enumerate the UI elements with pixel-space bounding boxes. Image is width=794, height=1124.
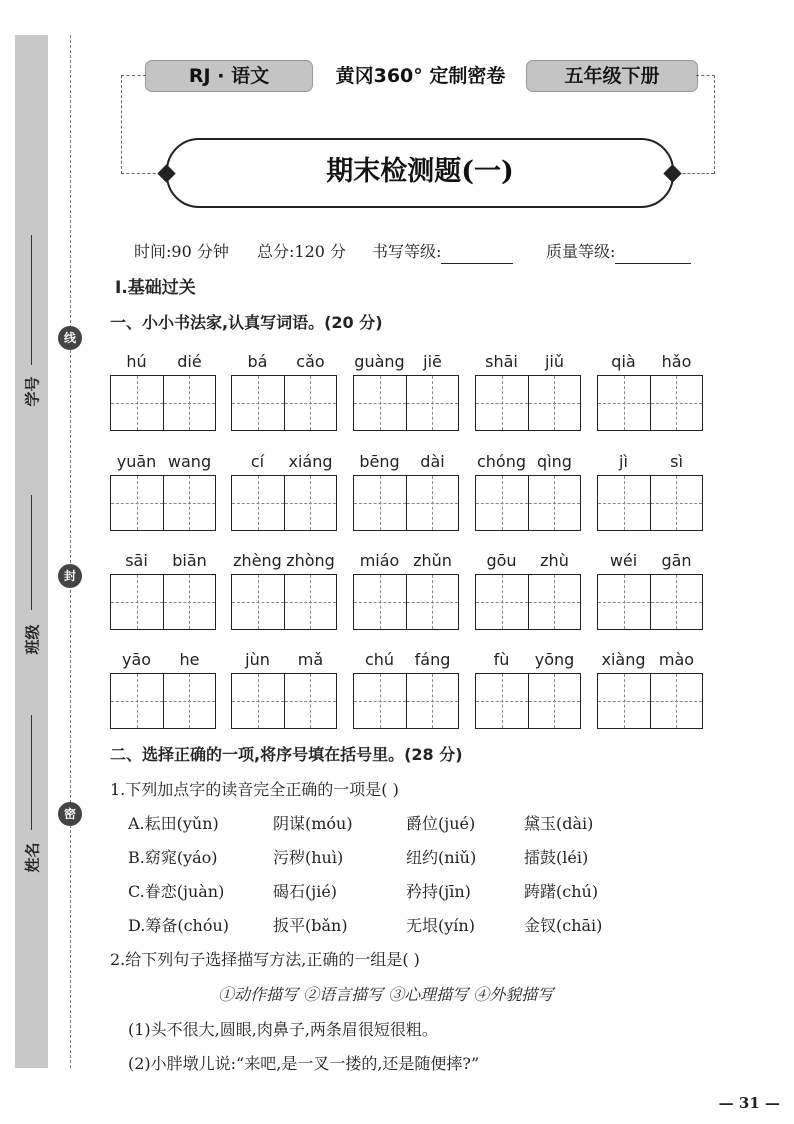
tian-ge-cell[interactable] <box>528 575 581 629</box>
score-info: 总分:120 分 <box>257 242 347 261</box>
tian-ge-cell[interactable] <box>650 376 703 430</box>
pinyin-syllable: fù <box>493 650 510 669</box>
tian-ge-cell[interactable] <box>406 575 459 629</box>
tian-ge-cell[interactable] <box>476 476 528 530</box>
pinyin-pair <box>597 650 703 670</box>
pinyin-syllable: xiáng <box>288 452 333 471</box>
q2-sentence-2: (2)小胖墩儿说:“来吧,是一叉一搂的,还是随便摔?” <box>128 1054 480 1073</box>
tian-ge-cell[interactable] <box>163 376 216 430</box>
pinyin-syllable: sì <box>670 452 683 471</box>
left-connector-foot <box>121 173 161 174</box>
tian-ge-cell[interactable] <box>476 376 528 430</box>
pinyin-syllable: zhǔn <box>413 551 452 570</box>
left-connector <box>121 75 146 174</box>
tian-ge-cell[interactable] <box>598 376 650 430</box>
class-line <box>31 495 32 610</box>
writing-box[interactable] <box>231 574 337 630</box>
writing-box[interactable] <box>597 673 703 729</box>
tian-ge-cell[interactable] <box>406 476 459 530</box>
writing-grade-label: 书写等级: <box>372 242 442 261</box>
tian-ge-cell[interactable] <box>476 575 528 629</box>
pinyin-syllable: yuān <box>116 452 157 471</box>
tian-ge-cell[interactable] <box>354 376 406 430</box>
name-line <box>31 715 32 830</box>
pinyin-syllable: bá <box>247 352 268 371</box>
q1-option: 踌躇(chú) <box>524 882 599 901</box>
writing-box[interactable] <box>475 475 581 531</box>
page-title: 期末检测题(一) <box>326 156 514 187</box>
writing-box[interactable] <box>110 673 216 729</box>
writing-box[interactable] <box>231 375 337 431</box>
pinyin-syllable: cǎo <box>296 352 325 371</box>
pinyin-syllable: jiē <box>423 352 442 371</box>
writing-box[interactable] <box>353 475 459 531</box>
pinyin-syllable: hǎo <box>661 352 692 371</box>
pinyin-syllable: jì <box>619 452 628 471</box>
q1-option: 污秽(huì) <box>273 848 344 867</box>
pinyin-syllable: chóng <box>476 452 527 471</box>
writing-box[interactable] <box>231 673 337 729</box>
writing-box[interactable] <box>475 574 581 630</box>
tian-ge-cell[interactable] <box>528 476 581 530</box>
subject-tag: RJ · 语文 <box>145 60 313 92</box>
pinyin-syllable: wang <box>167 452 212 471</box>
tian-ge-cell[interactable] <box>598 674 650 728</box>
pinyin-pair <box>353 352 459 372</box>
writing-box[interactable] <box>475 673 581 729</box>
writing-box[interactable] <box>353 574 459 630</box>
pinyin-syllable: fáng <box>414 650 451 669</box>
pinyin-syllable: zhèng <box>233 551 282 570</box>
writing-box[interactable] <box>475 375 581 431</box>
section1-heading: 一、小小书法家,认真写词语。(20 分) <box>110 313 383 332</box>
pinyin-pair <box>353 650 459 670</box>
q1-stem: 1.下列加点字的读音完全正确的一项是( ) <box>110 780 399 799</box>
quality-grade-label: 质量等级: <box>546 242 616 261</box>
writing-grade <box>372 240 513 264</box>
pinyin-pair <box>231 551 337 571</box>
right-connector-foot <box>678 173 714 174</box>
q1-option: 矜持(jīn) <box>406 882 471 901</box>
class-label: 班级 <box>23 624 42 655</box>
tian-ge-cell[interactable] <box>284 476 337 530</box>
tian-ge-cell[interactable] <box>528 674 581 728</box>
tian-ge-cell[interactable] <box>284 674 337 728</box>
q1-option: B.窈窕(yáo) <box>128 848 218 867</box>
tian-ge-cell[interactable] <box>111 575 163 629</box>
tian-ge-cell[interactable] <box>284 575 337 629</box>
pinyin-syllable: he <box>179 650 200 669</box>
writing-box[interactable] <box>597 375 703 431</box>
pinyin-syllable: guàng <box>354 352 405 371</box>
tian-ge-cell[interactable] <box>163 476 216 530</box>
pinyin-syllable: gān <box>661 551 692 570</box>
q1-option: 爵位(jué) <box>406 814 476 833</box>
tian-ge-cell[interactable] <box>111 376 163 430</box>
q1-option: 金钗(chāi) <box>524 916 603 935</box>
pinyin-syllable: xiàng <box>601 650 646 669</box>
page-number: — 31 — <box>718 1094 780 1112</box>
writing-box[interactable] <box>353 673 459 729</box>
student-number-label: 学号 <box>23 376 42 407</box>
pinyin-pair <box>475 551 581 571</box>
pinyin-syllable: dài <box>420 452 445 471</box>
q1-option: 黛玉(dài) <box>524 814 594 833</box>
writing-box[interactable] <box>597 574 703 630</box>
pinyin-syllable: sāi <box>125 551 148 570</box>
tian-ge-cell[interactable] <box>406 376 459 430</box>
pinyin-syllable: shāi <box>485 352 518 371</box>
q1-option: 扳平(bǎn) <box>273 916 348 935</box>
tian-ge-cell[interactable] <box>232 674 284 728</box>
pinyin-pair <box>475 650 581 670</box>
tian-ge-cell[interactable] <box>650 674 703 728</box>
tian-ge-cell[interactable] <box>354 674 406 728</box>
tian-ge-cell[interactable] <box>232 575 284 629</box>
pinyin-syllable: mào <box>658 650 695 669</box>
pinyin-syllable: mǎ <box>297 650 324 669</box>
grade-tag: 五年级下册 <box>526 60 698 92</box>
pinyin-pair <box>110 452 216 472</box>
writing-box[interactable] <box>597 475 703 531</box>
quality-grade <box>546 240 691 264</box>
pinyin-syllable: miáo <box>359 551 400 570</box>
tian-ge-cell[interactable] <box>476 674 528 728</box>
tian-ge-cell[interactable] <box>232 476 284 530</box>
pinyin-syllable: jiǔ <box>544 352 565 371</box>
tian-ge-cell[interactable] <box>111 674 163 728</box>
time-info: 时间:90 分钟 <box>134 242 229 261</box>
writing-box[interactable] <box>231 475 337 531</box>
tian-ge-cell[interactable] <box>163 575 216 629</box>
tian-ge-cell[interactable] <box>354 575 406 629</box>
q1-option: D.筹备(chóu) <box>128 916 230 935</box>
pinyin-pair <box>353 452 459 472</box>
pinyin-pair <box>110 551 216 571</box>
tian-ge-cell[interactable] <box>650 575 703 629</box>
name-label: 姓名 <box>23 842 42 873</box>
pinyin-pair <box>231 650 337 670</box>
section2-heading: 二、选择正确的一项,将序号填在括号里。(28 分) <box>110 745 463 764</box>
tian-ge-cell[interactable] <box>354 476 406 530</box>
part-heading: Ⅰ.基础过关 <box>115 278 196 298</box>
pinyin-syllable: biān <box>172 551 207 570</box>
q1-option: 纽约(niǔ) <box>406 848 477 867</box>
seal-feng: 封 <box>58 564 82 588</box>
pinyin-pair <box>110 650 216 670</box>
q1-option: 无垠(yín) <box>406 916 475 935</box>
tian-ge-cell[interactable] <box>111 476 163 530</box>
tian-ge-cell[interactable] <box>650 476 703 530</box>
q2-methods: ①动作描写 ②语言描写 ③心理描写 ④外貌描写 <box>218 985 554 1004</box>
pinyin-syllable: bēng <box>359 452 400 471</box>
pinyin-syllable: zhòng <box>286 551 335 570</box>
tian-ge-cell[interactable] <box>406 674 459 728</box>
q2-stem: 2.给下列句子选择描写方法,正确的一组是( ) <box>110 950 420 969</box>
pinyin-pair <box>231 352 337 372</box>
seal-mi: 密 <box>58 802 82 826</box>
q1-option: 擂鼓(léi) <box>524 848 589 867</box>
pinyin-syllable: chú <box>364 650 395 669</box>
pinyin-pair <box>110 352 216 372</box>
tian-ge-cell[interactable] <box>163 674 216 728</box>
pinyin-pair <box>475 352 581 372</box>
pinyin-pair <box>353 551 459 571</box>
writing-grade-blank[interactable] <box>441 245 513 264</box>
pinyin-syllable: qìng <box>537 452 572 471</box>
pinyin-pair <box>475 452 581 472</box>
pinyin-syllable: gōu <box>486 551 517 570</box>
tian-ge-cell[interactable] <box>284 376 337 430</box>
binding-strip <box>15 35 48 1068</box>
pinyin-syllable: yāo <box>121 650 152 669</box>
writing-box[interactable] <box>110 475 216 531</box>
pinyin-syllable: yōng <box>534 650 575 669</box>
series-name: 黄冈360° 定制密卷 <box>335 65 506 87</box>
pinyin-pair <box>597 452 703 472</box>
tian-ge-cell[interactable] <box>598 575 650 629</box>
pinyin-pair <box>597 551 703 571</box>
pinyin-pair <box>231 452 337 472</box>
pinyin-syllable: dié <box>177 352 202 371</box>
tian-ge-cell[interactable] <box>232 376 284 430</box>
q1-option: C.眷恋(juàn) <box>128 882 225 901</box>
pinyin-syllable: qià <box>611 352 636 371</box>
q1-option: A.耘田(yǔn) <box>128 814 219 833</box>
pinyin-syllable: hú <box>126 352 147 371</box>
pinyin-syllable: wéi <box>609 551 638 570</box>
writing-box[interactable] <box>353 375 459 431</box>
tian-ge-cell[interactable] <box>598 476 650 530</box>
pinyin-syllable: jùn <box>245 650 270 669</box>
student-number-line <box>31 235 32 365</box>
seal-xian: 线 <box>58 326 82 350</box>
quality-grade-blank[interactable] <box>615 245 691 264</box>
pinyin-pair <box>597 352 703 372</box>
pinyin-syllable: cí <box>250 452 265 471</box>
cut-line <box>70 35 71 1068</box>
right-connector <box>696 75 715 174</box>
q1-option: 阴谋(móu) <box>273 814 353 833</box>
q2-sentence-1: (1)头不很大,圆眼,肉鼻子,两条眉很短很粗。 <box>128 1020 438 1039</box>
tian-ge-cell[interactable] <box>528 376 581 430</box>
q1-option: 碣石(jié) <box>273 882 338 901</box>
writing-box[interactable] <box>110 375 216 431</box>
pinyin-syllable: zhù <box>540 551 569 570</box>
writing-box[interactable] <box>110 574 216 630</box>
